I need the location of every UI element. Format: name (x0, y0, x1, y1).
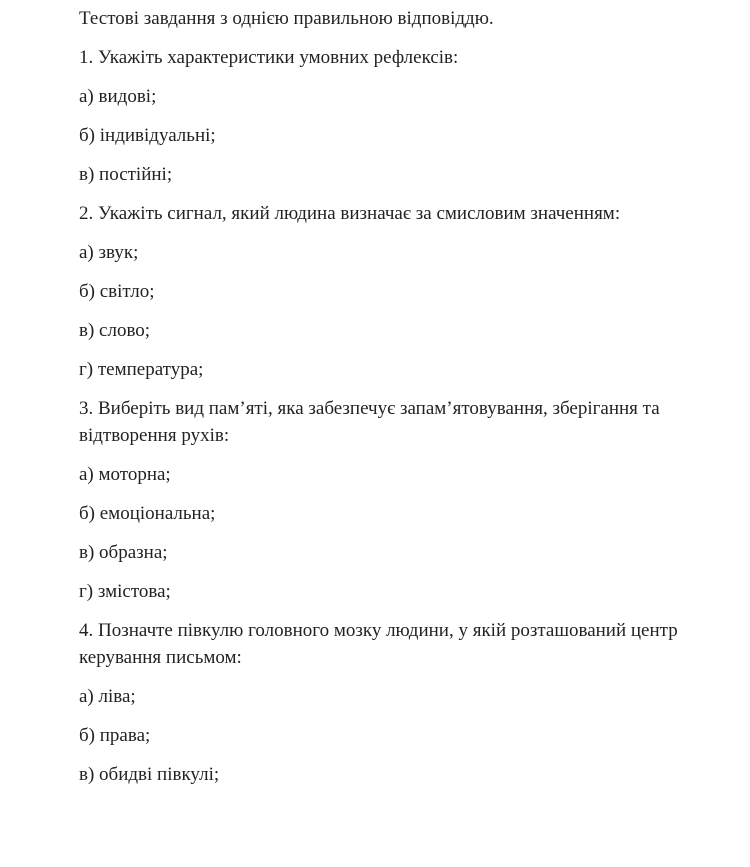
question-2-option-c: в) слово; (79, 320, 151, 341)
question-1-option-a: а) видові; (79, 86, 157, 107)
question-2-option-b: б) світло; (79, 281, 155, 302)
question-3-option-c: в) образна; (79, 542, 168, 563)
question-3-option-b: б) емоціональна; (79, 503, 216, 524)
question-3-option-d: г) змістова; (79, 581, 171, 602)
question-4-text-line1: 4. Позначте півкулю головного мозку людини, у якій розташований центр (79, 620, 678, 641)
question-4-text-line2: керування письмом: (79, 647, 242, 668)
question-3-option-a: а) моторна; (79, 464, 171, 485)
question-3-text-line1: 3. Виберіть вид пам’яті, яка забезпечує запам’ятовування, зберігання та (79, 398, 660, 419)
question-1-text: 1. Укажіть характеристики умовних рефлексів: (79, 47, 459, 68)
question-3-text-line2: відтворення рухів: (79, 425, 230, 446)
question-4-option-a: а) ліва; (79, 686, 136, 707)
question-1-option-b: б) індивідуальні; (79, 125, 216, 146)
document-title: Тестові завдання з однією правильною відповіддю. (79, 8, 494, 29)
question-2-option-a: а) звук; (79, 242, 139, 263)
question-4-option-c: в) обидві півкулі; (79, 764, 220, 785)
question-2-option-d: г) температура; (79, 359, 204, 380)
question-2-text: 2. Укажіть сигнал, який людина визначає за смисловим значенням: (79, 203, 621, 224)
question-4-option-b: б) права; (79, 725, 151, 746)
question-1-option-c: в) постійні; (79, 164, 173, 185)
